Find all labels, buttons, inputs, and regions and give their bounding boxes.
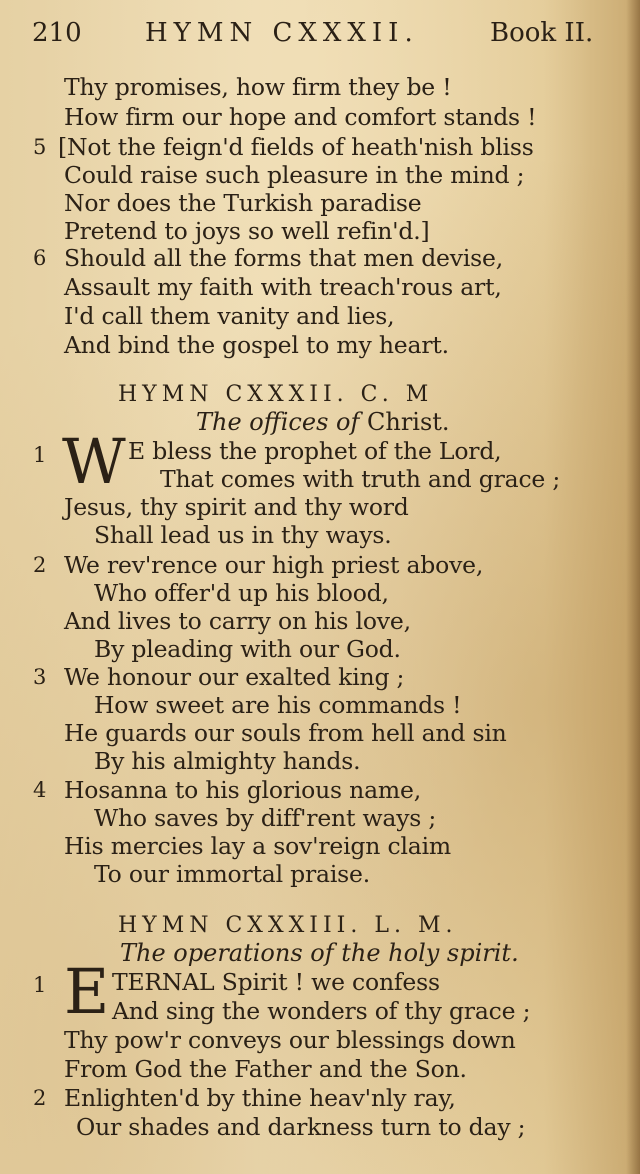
verse-line: Hosanna to his glorious name, (64, 776, 421, 804)
running-title: HYMN CXXXII. (145, 18, 419, 48)
verse-number: 1 (33, 443, 47, 467)
verse-number: 2 (33, 1086, 47, 1110)
verse-number: 5 (33, 135, 47, 159)
verse-line: Thy pow'r conveys our blessings down (64, 1026, 516, 1054)
verse-line: Should all the forms that men devise, (64, 244, 503, 272)
page-edge-shadow (626, 0, 640, 1174)
verse-line: Jesus, thy spirit and thy word (64, 493, 409, 521)
verse-line: And bind the gospel to my heart. (64, 331, 449, 359)
verse-number: 1 (33, 973, 47, 997)
hymn-title: HYMN CXXXII. C. M (118, 382, 434, 407)
verse-line: Assault my faith with treach'rous art, (64, 273, 502, 301)
verse-line: Thy promises, how firm they be ! (64, 73, 452, 101)
verse-line: Who offer'd up his blood, (94, 579, 389, 607)
verse-line: Our shades and darkness turn to day ; (76, 1113, 526, 1141)
verse-line: I'd call them vanity and lies, (64, 302, 395, 330)
verse-line: Nor does the Turkish paradise (64, 189, 422, 217)
verse-line: E bless the prophet of the Lord, (128, 437, 502, 465)
verse-line: How sweet are his commands ! (94, 691, 462, 719)
verse-line: We honour our exalted king ; (64, 663, 405, 691)
verse-line: That comes with truth and grace ; (160, 465, 561, 493)
verse-line: Enlighten'd by thine heav'nly ray, (64, 1084, 456, 1112)
verse-line: To our immortal praise. (94, 860, 371, 888)
hymn-subtitle (196, 408, 450, 436)
verse-number: 2 (33, 553, 47, 577)
page-number: 210 (32, 18, 82, 48)
verse-number: 4 (33, 778, 47, 802)
verse-line: His mercies lay a sov'reign claim (64, 832, 451, 860)
hymn-subtitle (120, 939, 519, 967)
verse-line: Who saves by diff'rent ways ; (94, 804, 437, 832)
verse-line: By his almighty hands. (94, 747, 361, 775)
verse-line: And lives to carry on his love, (64, 607, 411, 635)
subtitle-italic: The operations of the holy spirit. (120, 939, 519, 967)
drop-cap: W (62, 425, 126, 498)
subtitle-roman: Christ. (367, 408, 450, 436)
verse-line: Shall lead us in thy ways. (94, 521, 392, 549)
verse-line: Pretend to joys so well refin'd.] (64, 217, 430, 245)
book-label: Book II. (490, 18, 594, 48)
verse-line: And sing the wonders of thy grace ; (112, 997, 531, 1025)
subtitle-italic: The offices of (196, 408, 360, 436)
verse-line: From God the Father and the Son. (64, 1055, 467, 1083)
verse-number: 6 (33, 246, 47, 270)
verse-line: Could raise such pleasure in the mind ; (64, 161, 525, 189)
verse-number: 3 (33, 665, 47, 689)
verse-line: [Not the feign'd fields of heath'nish bliss (58, 133, 534, 161)
drop-cap: E (64, 955, 110, 1028)
verse-line: He guards our souls from hell and sin (64, 719, 507, 747)
verse-line: TERNAL Spirit ! we confess (112, 968, 440, 996)
verse-line: By pleading with our God. (94, 635, 401, 663)
verse-line: How firm our hope and comfort stands ! (64, 103, 537, 131)
hymn-title: HYMN CXXXIII. L. M. (118, 913, 458, 938)
verse-line: We rev'rence our high priest above, (64, 551, 484, 579)
